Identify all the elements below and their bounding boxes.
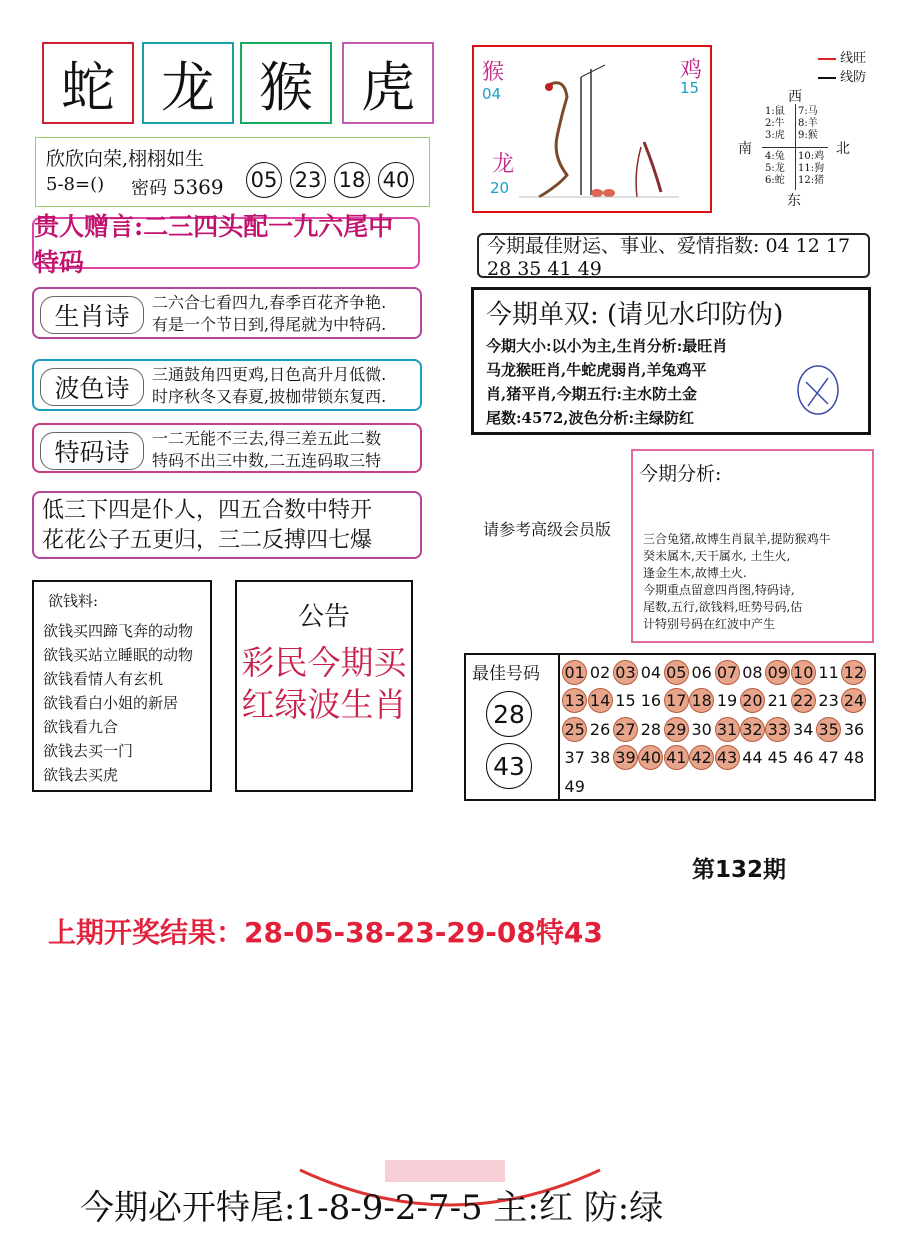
number-text: 12 <box>841 660 866 685</box>
issue-number: 第132期 <box>692 857 787 883</box>
legend-red <box>818 47 866 66</box>
poem-text <box>152 364 386 408</box>
big-poem-line: 低三下四是仆人，四五合数中特开 <box>42 498 373 523</box>
grid-cell: 8:羊 <box>798 118 818 129</box>
best-numbers-box <box>464 653 876 801</box>
compass-east: 东 <box>787 193 801 209</box>
poem-line: 有是一个节日到,得尾就为中特码. <box>152 315 387 334</box>
number-text: 11 <box>818 662 839 682</box>
poem-line: 时序秋冬又春夏,披枷带锁东复西. <box>152 387 387 406</box>
number-text: 08 <box>742 662 763 682</box>
notice-title: 公告 <box>297 602 350 632</box>
number-text: 17 <box>664 688 689 713</box>
number <box>587 658 612 687</box>
number-text: 04 <box>640 662 662 682</box>
number <box>816 687 841 716</box>
number-text: 46 <box>793 748 814 768</box>
legend-black <box>818 66 866 85</box>
poem-line: 特码不出三中数,二五连码取三特 <box>152 451 382 470</box>
number-text: 25 <box>562 717 587 742</box>
title-char-dragon: 龙 <box>142 42 234 124</box>
number-text: 22 <box>791 688 816 713</box>
number-text: 31 <box>715 717 740 742</box>
highlighted-number <box>664 715 689 744</box>
analysis-line: 计特别号码在红波中产生 <box>643 617 776 631</box>
odd-even-line: 肖,猪平肖,今期五行:主水防土金 <box>486 385 697 403</box>
best-numbers-label: 最佳号码 <box>472 664 540 684</box>
number-text: 34 <box>793 719 814 739</box>
money-header: 欲钱料: <box>48 592 99 610</box>
number-text: 29 <box>664 717 689 742</box>
notice-message <box>237 642 411 726</box>
number-text: 49 <box>564 776 585 796</box>
monkey-label: 猴 <box>482 60 505 85</box>
number-text: 33 <box>765 717 790 742</box>
special-code-poem <box>32 423 422 473</box>
money-item: 欲钱看白小姐的新居 <box>43 694 179 712</box>
money-item: 欲钱买四蹄飞奔的动物 <box>43 622 194 640</box>
password <box>131 174 224 200</box>
number-text: 14 <box>588 688 613 713</box>
monkey-number: 04 <box>482 85 502 103</box>
notice-line: 红绿波生肖 <box>241 685 407 724</box>
last-result: 上期开奖结果：28-05-38-23-29-08特43 <box>48 916 603 949</box>
number-text: 18 <box>689 688 714 713</box>
title-char-monkey: 猴 <box>240 42 332 124</box>
number <box>689 715 714 744</box>
number <box>841 744 866 773</box>
highlighted-number <box>765 658 790 687</box>
number-text: 05 <box>664 660 689 685</box>
grid-cell: 10:鸡 <box>798 151 825 162</box>
number <box>765 744 790 773</box>
compass-grid-nw <box>765 106 785 142</box>
poem-tag: 波色诗 <box>40 368 144 406</box>
grid-cell: 3:虎 <box>765 130 785 141</box>
number-text: 01 <box>562 660 587 685</box>
member-reference-note: 请参考高级会员版 <box>483 520 612 539</box>
highlighted-number <box>562 715 587 744</box>
highlighted-number <box>664 658 689 687</box>
dragon-number: 20 <box>490 179 510 197</box>
number-text: 24 <box>841 688 866 713</box>
highlighted-number <box>714 744 739 773</box>
legend-red-text: 线旺 <box>840 51 867 66</box>
highlighted-number <box>765 715 790 744</box>
analysis-title: 今期分析: <box>639 463 722 485</box>
analysis-box <box>631 449 874 643</box>
title-char-snake: 蛇 <box>42 42 134 124</box>
grid-cell: 1:鼠 <box>765 106 785 117</box>
highlighted-number <box>816 715 841 744</box>
number-text: 38 <box>589 748 611 768</box>
highlighted-number <box>562 658 587 687</box>
watermark-stamp-icon <box>792 342 840 422</box>
slogan-ball: 05 <box>246 162 282 198</box>
grid-cell: 6:蛇 <box>765 175 785 186</box>
number-text: 44 <box>742 748 763 768</box>
number <box>562 772 587 801</box>
zodiac-poem <box>32 287 422 339</box>
highlighted-number <box>613 658 638 687</box>
number-text: 10 <box>791 660 816 685</box>
notice-line: 彩民今期买 <box>241 643 407 682</box>
number <box>587 744 612 773</box>
best-number-circle: 28 <box>486 691 532 737</box>
number-text: 09 <box>765 660 790 685</box>
highlighted-number <box>740 687 765 716</box>
number-text: 26 <box>589 719 611 739</box>
poem-tag: 特码诗 <box>40 432 144 470</box>
poem-text <box>152 428 381 472</box>
big-poem-line: 花花公子五更归，三二反搏四七爆 <box>42 528 373 553</box>
number-text: 36 <box>843 719 865 739</box>
analysis-line: 今期重点留意四肖图,特码诗, <box>643 583 795 597</box>
best-number-circle: 43 <box>486 743 532 789</box>
highlighted-number <box>714 658 739 687</box>
number-text: 02 <box>589 662 611 682</box>
number-grid <box>562 658 867 801</box>
money-item: 欲钱去买虎 <box>43 766 119 784</box>
number-text: 47 <box>818 748 839 768</box>
odd-even-title: 今期单双: (请见水印防伪) <box>486 300 784 330</box>
highlighted-number <box>613 715 638 744</box>
number-text: 03 <box>613 660 638 685</box>
number-text: 37 <box>564 748 585 768</box>
poem-line: 二六合七看四九,春季百花齐争艳. <box>152 293 387 312</box>
grid-cell: 7:马 <box>798 106 818 117</box>
compass-vertical <box>795 104 796 190</box>
number-text: 21 <box>767 691 788 711</box>
grid-cell: 2:牛 <box>765 118 785 129</box>
analysis-line: 尾数,五行,欲钱料,旺势号码,估 <box>643 600 803 614</box>
highlighted-number <box>689 687 714 716</box>
slogan-line: 欣欣向荣,栩栩如生 <box>46 148 205 170</box>
compass-north: 北 <box>836 141 850 157</box>
number <box>740 658 765 687</box>
compass-grid-sw <box>765 151 785 187</box>
password-value: 5369 <box>172 175 224 199</box>
slogan-box <box>35 137 430 207</box>
number <box>587 715 612 744</box>
number-text: 48 <box>843 748 865 768</box>
title-char-tiger: 虎 <box>342 42 434 124</box>
number <box>816 744 841 773</box>
highlighted-number <box>587 687 612 716</box>
highlighted-number <box>664 687 689 716</box>
grid-cell: 12:猪 <box>798 175 825 186</box>
highlighted-number <box>664 744 689 773</box>
number <box>714 687 739 716</box>
number-text: 06 <box>691 662 712 682</box>
fortune-index: 今期最佳财运、事业、爱情指数: 04 12 17 28 35 41 49 <box>477 233 870 278</box>
highlighted-number <box>638 744 663 773</box>
money-item: 欲钱去买一门 <box>43 742 134 760</box>
big-poem <box>32 491 422 559</box>
compass-grid-se <box>798 151 824 187</box>
number <box>562 744 587 773</box>
highlighted-number <box>740 715 765 744</box>
notice-box <box>235 580 413 792</box>
analysis-line: 三合兔猪,故博生肖鼠羊,提防猴鸡牛 <box>643 532 831 546</box>
black-line-icon <box>818 77 836 79</box>
grid-cell: 9:猴 <box>798 130 818 141</box>
slogan-ball: 40 <box>378 162 414 198</box>
grid-cell: 4:兔 <box>765 151 785 162</box>
number-text: 07 <box>715 660 740 685</box>
highlighted-number <box>714 715 739 744</box>
odd-even-line: 今期大小:以小为主,生肖分析:最旺肖 <box>486 337 728 355</box>
number-text: 16 <box>640 691 662 711</box>
number-text: 43 <box>715 745 740 770</box>
dragon-label: 龙 <box>492 152 515 177</box>
grid-cell: 11:狗 <box>798 163 825 174</box>
slogan-ball: 23 <box>290 162 326 198</box>
poem-line: 三通鼓角四更鸡,日色高升月低微. <box>152 365 387 384</box>
number-text: 19 <box>716 691 738 711</box>
number-text: 42 <box>689 745 714 770</box>
gift-message: 贵人赠言:二三四头配一九六尾中特码 <box>32 217 420 269</box>
number <box>689 658 714 687</box>
analysis-body <box>643 531 831 633</box>
number-text: 32 <box>740 717 765 742</box>
slogan-formula: 5-8=() <box>46 174 105 195</box>
highlighted-number <box>613 744 638 773</box>
analysis-line: 癸未属木,天干属水, 土生火, <box>643 549 791 563</box>
number-text: 45 <box>767 748 788 768</box>
analysis-line: 逢金生木,故博土火. <box>643 566 747 580</box>
number-text: 35 <box>816 717 841 742</box>
money-item: 欲钱看九合 <box>43 718 119 736</box>
poem-text <box>152 292 386 336</box>
number-text: 39 <box>613 745 638 770</box>
money-item: 欲钱看情人有玄机 <box>43 670 164 688</box>
odd-even-line: 尾数:4572,波色分析:主绿防红 <box>486 409 695 427</box>
password-label: 密码 <box>131 178 167 199</box>
number <box>791 744 816 773</box>
number-text: 40 <box>638 745 663 770</box>
highlighted-number <box>841 687 866 716</box>
compass-west: 西 <box>788 89 802 105</box>
number-text: 13 <box>562 688 587 713</box>
poem-line: 一二无能不三去,得三差五此二数 <box>152 429 382 448</box>
number <box>613 687 638 716</box>
number <box>765 687 790 716</box>
number-text: 15 <box>615 691 636 711</box>
legend-black-text: 线防 <box>840 70 867 85</box>
number-text: 20 <box>740 688 765 713</box>
number-text: 28 <box>640 719 662 739</box>
money-riddles <box>32 580 212 792</box>
number-text: 27 <box>613 717 638 742</box>
number <box>816 658 841 687</box>
number <box>638 687 663 716</box>
highlighted-number <box>562 687 587 716</box>
highlighted-number <box>791 658 816 687</box>
number-text: 23 <box>818 691 839 711</box>
compass-south: 南 <box>738 141 752 157</box>
odd-even-box <box>471 287 871 435</box>
slogan-ball: 18 <box>334 162 370 198</box>
odd-even-line: 马龙猴旺肖,牛蛇虎弱肖,羊兔鸡平 <box>486 361 707 379</box>
divider <box>558 655 560 799</box>
number <box>791 715 816 744</box>
number-text: 30 <box>691 719 712 739</box>
rooster-label: 鸡 <box>680 58 703 83</box>
number-text: 41 <box>664 745 689 770</box>
poem-tag: 生肖诗 <box>40 296 144 334</box>
rooster-number: 15 <box>680 79 700 97</box>
money-item: 欲钱买站立睡眠的动物 <box>43 646 194 664</box>
number <box>638 658 663 687</box>
number <box>740 744 765 773</box>
compass-grid-ne <box>798 106 818 142</box>
grid-cell: 5:龙 <box>765 163 785 174</box>
color-poem <box>32 359 422 411</box>
red-line-icon <box>818 58 836 60</box>
special-tail: 今期必开特尾:1-8-9-2-7-5 主:红 防:绿 <box>80 1188 664 1228</box>
number <box>841 715 866 744</box>
creature-illustration-icon <box>519 57 699 207</box>
highlighted-number <box>841 658 866 687</box>
zodiac-picture <box>472 45 712 213</box>
number <box>638 715 663 744</box>
highlighted-number <box>791 687 816 716</box>
highlighted-number <box>689 744 714 773</box>
